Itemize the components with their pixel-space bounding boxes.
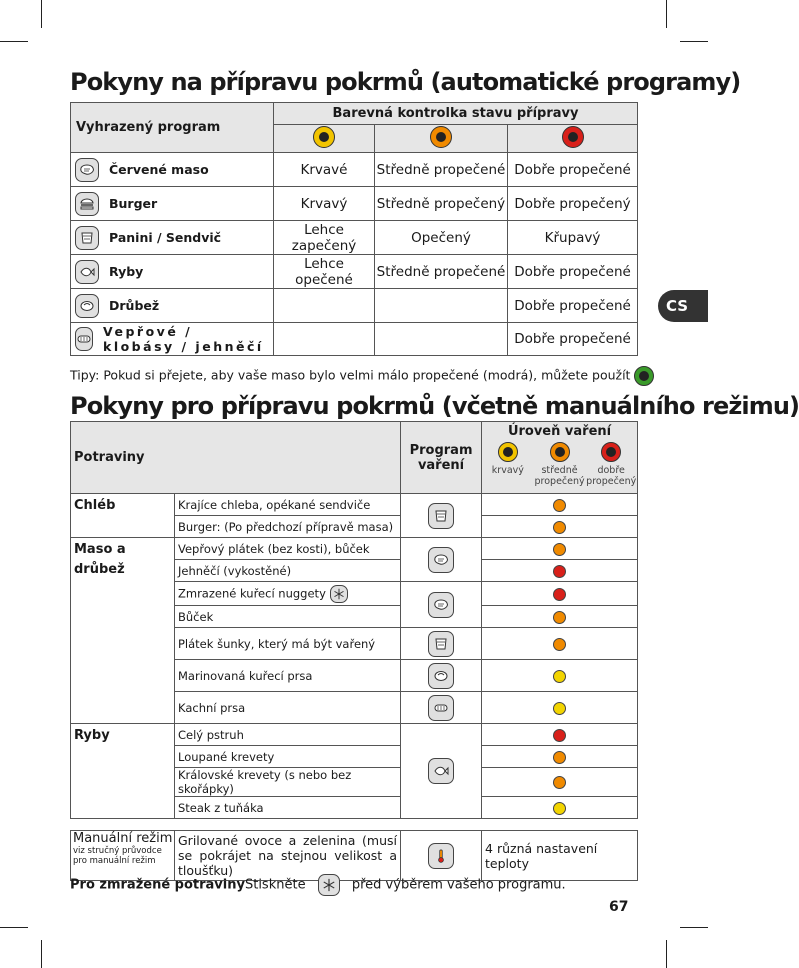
level-cell	[482, 797, 638, 819]
program-name: Červené maso	[109, 162, 209, 177]
blue-rare-icon	[634, 366, 654, 386]
level-cell	[482, 582, 638, 606]
page-title: Pokyny na přípravu pokrmů (automatické programy)	[70, 68, 741, 96]
food-item	[175, 746, 401, 768]
food-row	[71, 724, 638, 746]
doneness-cell: Dobře propečené	[508, 323, 638, 356]
crop-mark	[666, 0, 667, 28]
program-name: Drůbež	[109, 298, 160, 313]
col-program-header: Program vaření	[401, 422, 482, 494]
indicator-well-done	[508, 125, 638, 153]
food-group: Ryby	[71, 724, 175, 819]
language-tab: CS	[658, 290, 708, 322]
food-row	[71, 538, 638, 560]
manual-settings: 4 různá nastavení teploty	[482, 831, 638, 881]
level-title: Úroveň vaření	[507, 424, 612, 439]
doneness-cell: Středně propečené	[375, 153, 508, 187]
manual-program-cell	[401, 831, 482, 881]
food-group: Maso a drůbež	[71, 538, 175, 724]
manual-mode-cell	[71, 831, 175, 881]
program-name-cell	[71, 221, 274, 255]
medium-indicator-icon	[550, 442, 570, 462]
snowflake-icon	[318, 874, 340, 896]
food-label: Plátek šunky, který má být vařený	[178, 636, 376, 651]
level-rare: krvavý	[483, 442, 533, 487]
program-cell	[401, 724, 482, 819]
steak-icon	[75, 158, 99, 182]
level-dot	[553, 543, 566, 556]
program-name-cell	[71, 255, 274, 289]
program-row	[71, 187, 638, 221]
food-item	[175, 660, 401, 692]
crop-mark	[0, 927, 28, 928]
page-number: 67	[609, 899, 629, 915]
crop-mark	[680, 41, 708, 42]
doneness-cell: Opečený	[375, 221, 508, 255]
food-label: Krajíce chleba, opékané sendviče	[178, 497, 371, 512]
food-label: Celý pstruh	[178, 727, 244, 742]
doneness-cell: Lehce zapečený	[274, 221, 375, 255]
program-name: Panini / Sendvič	[109, 230, 222, 245]
snowflake-icon	[330, 585, 348, 603]
program-row	[71, 289, 638, 323]
sandwich-icon	[428, 631, 454, 657]
manual-mode-row	[71, 831, 638, 881]
crop-mark	[41, 940, 42, 968]
sausage-icon	[75, 327, 93, 351]
food-item	[175, 494, 401, 516]
level-cell	[482, 746, 638, 768]
rare-indicator-icon	[313, 126, 335, 148]
food-item	[175, 768, 401, 797]
level-cell	[482, 692, 638, 724]
rare-indicator-icon	[498, 442, 518, 462]
food-item	[175, 692, 401, 724]
level-cell	[482, 768, 638, 797]
food-label: Steak z tuňáka	[178, 800, 264, 815]
doneness-cell: Středně propečený	[375, 187, 508, 221]
manual-mode-desc: Grilované ovoce a zelenina (musí se pokrájet na stejnou velikost a tloušťku)	[175, 831, 401, 881]
well-done-indicator-icon	[562, 126, 584, 148]
program-row	[71, 153, 638, 187]
level-cell	[482, 628, 638, 660]
doneness-cell: Křupavý	[508, 221, 638, 255]
steak-icon	[428, 547, 454, 573]
manual-mode-subtitle: viz stručný průvodce pro manuální režim	[73, 846, 162, 866]
poultry-icon	[75, 294, 99, 318]
indicator-rare	[274, 125, 375, 153]
frozen-note-a: Stiskněte	[244, 877, 306, 893]
food-label: Zmrazené kuřecí nuggety	[178, 586, 326, 600]
level-dot	[553, 670, 566, 683]
food-item	[175, 628, 401, 660]
level-cell	[482, 516, 638, 538]
food-item	[175, 797, 401, 819]
doneness-cell	[274, 289, 375, 323]
sandwich-icon	[428, 503, 454, 529]
doneness-cell	[274, 323, 375, 356]
program-cell	[401, 628, 482, 660]
level-dot	[553, 802, 566, 815]
tip-text	[70, 366, 654, 386]
frozen-note	[70, 874, 566, 896]
program-name: Vepřové / klobásy / jehněčí	[103, 324, 264, 354]
level-cell	[482, 606, 638, 628]
program-name-cell	[71, 153, 274, 187]
col-level-header	[482, 422, 638, 494]
crop-mark	[666, 940, 667, 968]
program-name: Burger	[109, 196, 158, 211]
level-medium: středně propečený	[535, 442, 585, 487]
doneness-cell	[375, 323, 508, 356]
food-item	[175, 606, 401, 628]
food-label: Burger: (Po předchozí přípravě masa)	[178, 519, 394, 534]
food-group: Chléb	[71, 494, 175, 538]
burger-icon	[75, 192, 99, 216]
frozen-note-bold: Pro zmražené potraviny	[70, 877, 245, 893]
poultry-icon	[428, 663, 454, 689]
program-name-cell	[71, 323, 274, 356]
level-cell	[482, 538, 638, 560]
level-dot	[553, 611, 566, 624]
food-row	[71, 494, 638, 516]
level-dot	[553, 565, 566, 578]
food-label: Bůček	[178, 609, 214, 624]
level-cell	[482, 660, 638, 692]
level-cell	[482, 724, 638, 746]
food-label: Královské krevety (s nebo bez skořápky)	[178, 768, 352, 796]
steak-icon	[428, 592, 454, 618]
level-dot	[553, 776, 566, 789]
level-cell	[482, 560, 638, 582]
program-cell	[401, 660, 482, 692]
program-cell	[401, 538, 482, 582]
level-dot	[553, 702, 566, 715]
program-name-cell	[71, 187, 274, 221]
level-dot	[553, 499, 566, 512]
doneness-cell: Krvavý	[274, 187, 375, 221]
level-dot	[553, 521, 566, 534]
thermometer-icon	[428, 843, 454, 869]
frozen-note-b: před výběrem vašeho programu.	[351, 877, 566, 893]
program-row	[71, 221, 638, 255]
fish-icon	[75, 260, 99, 284]
food-item	[175, 582, 401, 606]
well-done-indicator-icon	[601, 442, 621, 462]
doneness-cell: Středně propečené	[375, 255, 508, 289]
medium-indicator-icon	[430, 126, 452, 148]
program-cell	[401, 582, 482, 628]
doneness-cell: Dobře propečené	[508, 255, 638, 289]
cooking-table	[70, 421, 638, 881]
sandwich-icon	[75, 226, 99, 250]
level-dot	[553, 638, 566, 651]
col-food-header: Potraviny	[71, 422, 401, 494]
auto-programs-table	[70, 102, 638, 356]
food-item	[175, 560, 401, 582]
doneness-cell: Dobře propečené	[508, 289, 638, 323]
fish-icon	[428, 758, 454, 784]
food-item	[175, 724, 401, 746]
doneness-cell: Krvavé	[274, 153, 375, 187]
level-dot	[553, 729, 566, 742]
section-title: Pokyny pro přípravu pokrmů (včetně manuálního režimu)	[70, 392, 799, 420]
program-name: Ryby	[109, 264, 144, 279]
program-name-cell	[71, 289, 274, 323]
program-row	[71, 255, 638, 289]
col-program-header: Vyhrazený program	[71, 103, 274, 153]
manual-mode-title: Manuální režim	[73, 831, 173, 846]
sausage-icon	[428, 695, 454, 721]
food-item	[175, 538, 401, 560]
crop-mark	[0, 41, 28, 42]
doneness-cell: Lehce opečené	[274, 255, 375, 289]
food-label: Vepřový plátek (bez kosti), bůček	[178, 541, 370, 556]
tip-label: Tipy: Pokud si přejete, aby vaše maso bylo velmi málo propečené (modrá), můžete použít	[70, 367, 631, 383]
doneness-cell: Dobře propečené	[508, 153, 638, 187]
indicator-medium	[375, 125, 508, 153]
program-row	[71, 323, 638, 356]
program-cell	[401, 692, 482, 724]
food-label: Jehněčí (vykostěné)	[178, 563, 292, 578]
crop-mark	[41, 0, 42, 28]
level-dot	[553, 588, 566, 601]
food-label: Loupané krevety	[178, 749, 275, 764]
level-dot	[553, 751, 566, 764]
level-cell	[482, 494, 638, 516]
food-item	[175, 516, 401, 538]
food-label: Kachní prsa	[178, 700, 246, 715]
doneness-cell	[375, 289, 508, 323]
col-indicator-header: Barevná kontrolka stavu přípravy	[274, 103, 638, 125]
food-label: Marinovaná kuřecí prsa	[178, 668, 313, 683]
doneness-cell: Dobře propečený	[508, 187, 638, 221]
crop-mark	[680, 927, 708, 928]
level-well-done: dobře propečený	[586, 442, 636, 487]
program-cell	[401, 494, 482, 538]
